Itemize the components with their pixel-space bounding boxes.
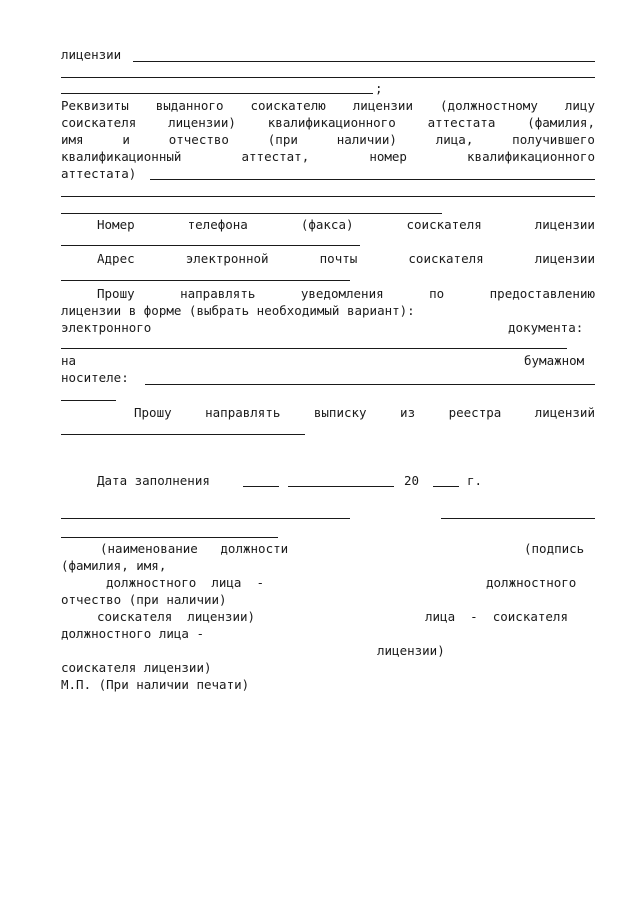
- date-year-suffix: г.: [467, 473, 483, 488]
- requisites-line-4: квалификационный аттестат, номер квалификационного: [61, 149, 595, 164]
- phone-label: Номер телефона (факса) соискателя лицензии: [97, 217, 595, 232]
- caption-name-1: (фамилия, имя,: [61, 558, 167, 573]
- caption-position-1: (наименование должности: [100, 541, 289, 556]
- requisites-blank-line-2[interactable]: [61, 196, 595, 197]
- license-blank-line-1[interactable]: [133, 61, 595, 62]
- extract-request-line: Прошу направлять выписку из реестра лицензий: [134, 405, 595, 420]
- name-signature-blank[interactable]: [61, 537, 278, 538]
- license-blank-line-2[interactable]: [61, 77, 595, 78]
- paper-option-label: на: [61, 353, 77, 368]
- caption-signature-3: лица - соискателя: [425, 609, 568, 624]
- phone-blank-line[interactable]: [61, 245, 360, 246]
- caption-position-3: соискателя лицензии): [97, 609, 256, 624]
- caption-signature-2: должностного: [486, 575, 577, 590]
- electronic-option-label-end: документа:: [508, 320, 584, 335]
- extract-blank-line[interactable]: [61, 434, 305, 435]
- requisites-blank-line-3[interactable]: [61, 213, 442, 214]
- notify-line-2: лицензии в форме (выбрать необходимый вариант):: [61, 303, 415, 318]
- semicolon-text: ;: [375, 81, 383, 96]
- requisites-line-3: имя и отчество (при наличии) лица, получившего: [61, 132, 595, 147]
- license-prefix-text: лицензии: [61, 47, 122, 62]
- requisites-blank-line-1[interactable]: [150, 179, 595, 180]
- email-blank-line[interactable]: [61, 280, 350, 281]
- requisites-line-1: Реквизиты выданного соискателю лицензии (должностному лицу: [61, 98, 595, 113]
- paper-blank-line-2[interactable]: [61, 400, 116, 401]
- requisites-line-5: аттестата): [61, 166, 137, 181]
- paper-option-label-end: бумажном: [524, 353, 585, 368]
- electronic-option-label: электронного: [61, 320, 152, 335]
- caption-name-2: отчество (при наличии): [61, 592, 227, 607]
- caption-name-3: должностного лица -: [61, 626, 204, 641]
- license-blank-line-3[interactable]: [61, 93, 373, 94]
- paper-option-label-2: носителе:: [61, 370, 129, 385]
- date-month-blank[interactable]: [288, 486, 394, 487]
- electronic-blank-line[interactable]: [61, 348, 567, 349]
- paper-blank-line-1[interactable]: [145, 384, 595, 385]
- date-year-blank[interactable]: [433, 486, 459, 487]
- email-label: Адрес электронной почты соискателя лицензии: [97, 251, 595, 266]
- notify-line-1: Прошу направлять уведомления по предоставлению: [97, 286, 595, 301]
- requisites-line-2: соискателя лицензии) квалификационного аттестата (фамилия,: [61, 115, 595, 130]
- caption-name-4: соискателя лицензии): [61, 660, 212, 675]
- caption-signature-4: лицензии): [377, 643, 445, 658]
- caption-signature-1: (подпись: [524, 541, 585, 556]
- signature-blank[interactable]: [441, 518, 595, 519]
- date-day-blank[interactable]: [243, 486, 279, 487]
- stamp-note: М.П. (При наличии печати): [61, 677, 250, 692]
- position-signature-blank[interactable]: [61, 518, 350, 519]
- caption-position-2: должностного лица -: [106, 575, 265, 590]
- date-label: Дата заполнения: [97, 473, 210, 488]
- date-year-prefix: 20: [404, 473, 420, 488]
